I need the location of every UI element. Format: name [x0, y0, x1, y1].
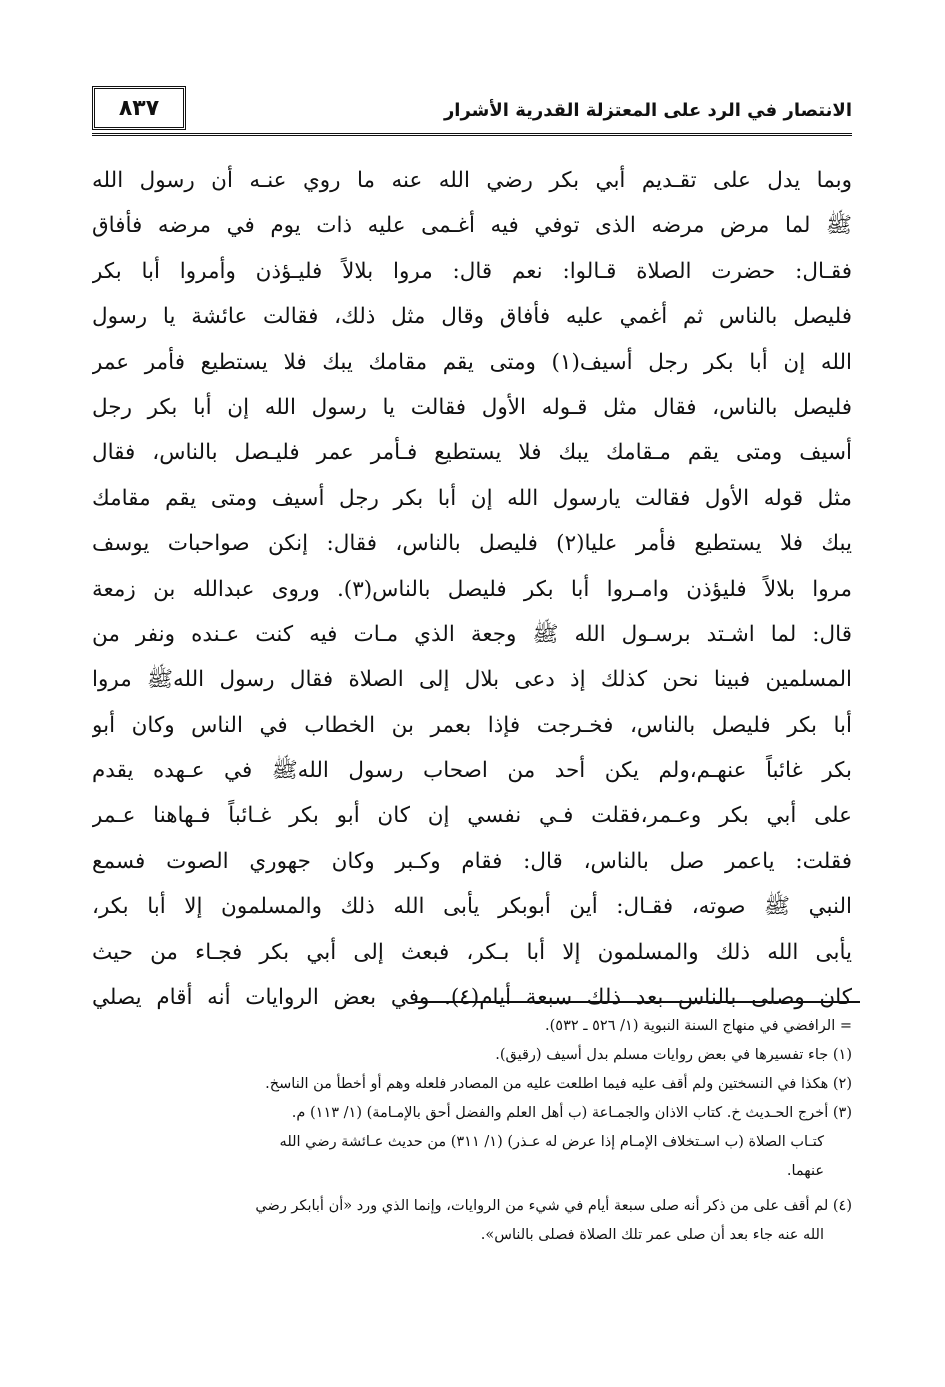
body-line: وبما يدل على تقـديم أبي بكر رضي الله عنه ما روي عنـه أن رسول الله [92, 168, 852, 193]
footnote-3-end: عنهما. [786, 1163, 824, 1179]
body-line: فقلت: ياعمر صل بالناس، قال: فقام وكـبر وكان جهوري الصوت فسمع [92, 848, 852, 874]
running-title: الانتصار في الرد على المعتزلة القدرية الأشرار [443, 100, 852, 121]
footnote-3: (٣) أخرج الحـديث خ. كتاب الاذان والجمـاعة (ب أهل العلم والفضل أحق بالإمـامة) (١/ ١١٣) م. [291, 1105, 852, 1121]
body-line: يأبى الله ذلك والمسلمون إلا أبا بـكر، فبعث إلى أبي بكر فجـاء من حيث [92, 939, 852, 965]
body-line: أبا بكر فليصل بالناس، فخـرجت فإذا بعمر بن الخطاب في الناس وكان أبو [92, 712, 852, 738]
body-text [92, 158, 852, 1020]
footnote-3-continued: كتـاب الصلاة (ب اسـتخلاف الإمـام إذا عرض له عـذر) (١/ ٣١١) من حديث عـائشة رضي الله [279, 1134, 824, 1150]
body-line: الله إن أبا بكر رجل أسيف(١) ومتى يقم مقامك يبك فلا يستطيع فأمر عمر [92, 349, 852, 375]
body-line: مروا بلالاً فليؤذن وامـروا أبا بكر فليصل بالناس(٣). وروى عبدالله بن زمعة [92, 576, 852, 602]
footnote-continuation: = الرافضي في منهاج السنة النبوية (١/ ٥٢٦ ـ ٥٣٢). [545, 1018, 852, 1034]
body-line: يبك فلا يستطيع فأمر عليا(٢) فليصل بالناس، فقال: إنكن صواحبات يوسف [92, 531, 852, 557]
body-line: المسلمين فبينا نحن كذلك إذ دعى بلال إلى الصلاة فقال رسول اللهﷺ مروا [92, 667, 852, 693]
footnote-separator [415, 1001, 860, 1003]
page-header [92, 86, 852, 136]
footnotes [92, 1012, 852, 1250]
body-line: قال: لما اشـتد برسـول الله ﷺ وجعة الذي مـات فيه كنت عـنده ونفر من [92, 621, 852, 647]
body-line: مثل قوله الأول فقالت يارسول الله إن أبا بكر رجل أسيف ومتى يقم مقامك [92, 485, 852, 511]
body-line: على أبي بكر وعـمر،فقلت فـي نفسي إن كان أبو بكر غـائباً فـهاهنا عـمر [92, 803, 852, 829]
footnote-4-continued: الله عنه جاء بعد أن صلى عمر تلك الصلاة فصلى بالناس». [480, 1227, 824, 1243]
body-line: بكر غائباً عنهـم،ولم يكن أحد من اصحاب رسول اللهﷺ في عـهده يقدم [92, 758, 852, 784]
body-line: فليصل بالناس، فقال مثل قـوله الأول فقالت يا رسول الله إن أبا بكر رجل [92, 394, 852, 420]
page-number: ٨٣٧ [92, 86, 186, 130]
header-rule [92, 133, 852, 136]
body-line: فقـال: حضرت الصلاة قـالوا: نعم قال: مروا بلالاً فليـؤذن وأمروا أبا بكر [92, 258, 852, 284]
footnote-4: (٤) لم أقف على من ذكر أنه صلى سبعة أيام في شيء من الروايات، وإنما الذي ورد «أن أبابكر رضي [255, 1198, 852, 1214]
body-line: فليصل بالناس ثم أغمي عليه فأفاق وقال مثل ذلك، فقالت عائشة يا رسول [92, 304, 852, 330]
body-line: أسيف ومتى يقم مـقامك يبك فلا يستطيع فـأمر عمر فليـصل بالناس، فقال [92, 440, 852, 466]
body-line: كان وصلى بالناس بعد ذلك سبعة أيام(٤). وفي بعض الروايات أنه أقام يصلي [92, 985, 852, 1011]
body-line: النبي ﷺ صوته، فقـال: أين أبوبكر يأبى الله ذلك والمسلمون إلا أبا بكر، [92, 894, 852, 920]
footnote-2: (٢) هكذا في النسختين ولم أقف عليه فيما اطلعت عليه من المصادر فلعله وهم أو أخطأ من الناسخ. [265, 1076, 852, 1092]
body-line: ﷺ لما مرض مرضه الذى توفي فيه أغـمى عليه ذات يوم في مرضه فأفاق [92, 213, 852, 239]
footnote-1: (١) جاء تفسيرها في بعض روايات مسلم بدل أسيف (رقيق). [495, 1047, 852, 1063]
